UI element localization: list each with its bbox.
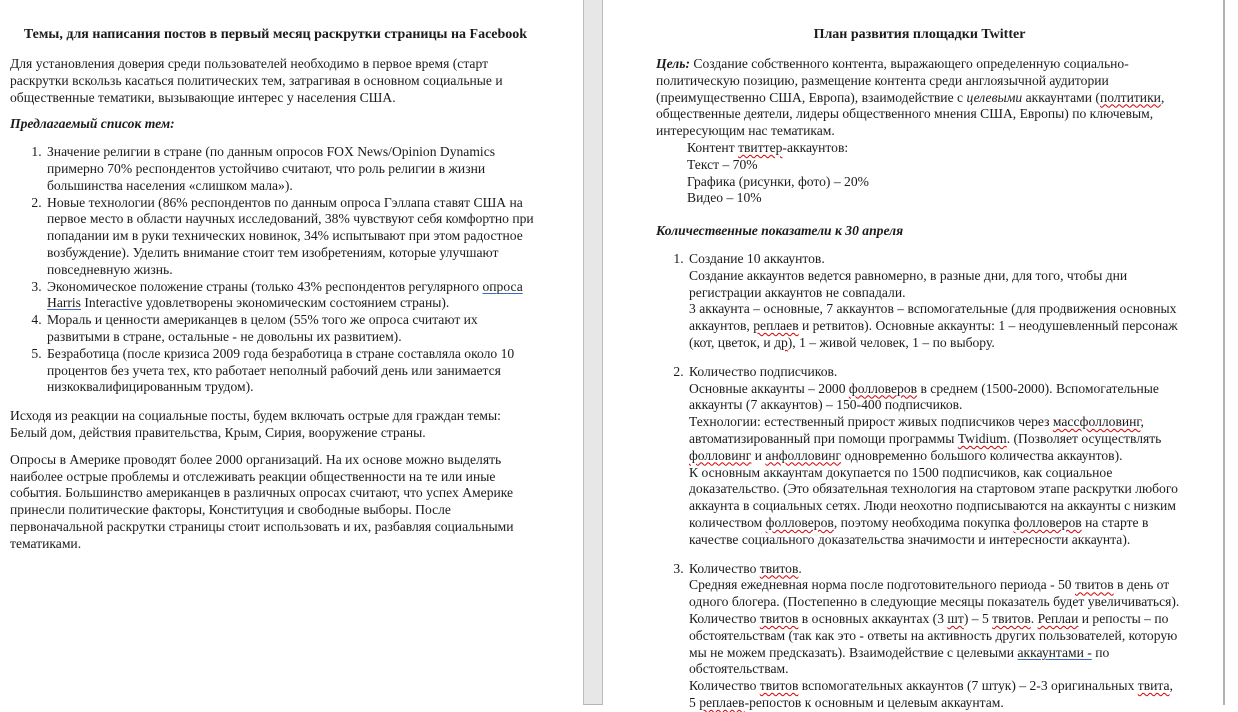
list-item	[45, 346, 541, 396]
text-run: аккаунтами (	[1022, 89, 1100, 105]
paragraph	[10, 452, 541, 553]
text-run: ), 1 – живой человек, 1 – по выбору.	[787, 334, 995, 350]
text-run: Количество подписчиков.	[689, 363, 838, 379]
text-run: Значение религии в стране (по данным опросов FOX News/Opinion Dynamics примерно 70% респондентов устойчиво считают, что роль религии в жизни большинства населения «слишком мала»).	[47, 144, 496, 193]
text-run: .	[798, 560, 802, 576]
misspelled-word: массфолловинг	[1052, 414, 1141, 430]
text-run: в день от одного блогера. (Постепенно в следующие месяцы показатель будет увеличиваться). Количество	[689, 577, 1180, 626]
text-run: Мораль и ценности американцев в целом (55% того же опроса считают их развитыми в стране, остальные - не довольны их развитием).	[47, 312, 478, 344]
text-run: Опросы в Америке проводят более 2000 организаций. На их основе можно выделять наиболее острые проблемы и отслеживать реакции общественности на те или иные события. Большинство американцев в различных опросах считают, что успех Америке принесли политические факторы, Конституция и свободные выборы. После первоначальной раскрутки страницы стоит использовать и их, разбавляя социальными тематиками.	[10, 451, 514, 551]
text-run: на старте в качестве социального доказательства значимости и интересности аккаунта).	[689, 514, 1149, 547]
text-run: Для установления доверия среди пользователей необходимо в первое время (старт раскрутки вскользь касаться политических тем, затрагивая в основном социальные и общественные тематики, вызывающие интерес у населения США.	[10, 56, 503, 105]
paragraph	[10, 408, 541, 442]
indented-line	[687, 174, 1183, 191]
underlined-text: аккаунтами -	[1017, 644, 1092, 660]
text-run: одновременно большого количества аккаунтов).	[841, 447, 1123, 463]
text-run: Безработица (после кризиса 2009 года безработица в стране составляла около 10 процентов без учета тех, кто работает неполный рабочий день или занимается низкоквалифицированным трудом).	[47, 345, 515, 395]
numbered-list	[656, 251, 1183, 712]
text-run: Графика (рисунки, фото) – 20%	[687, 173, 869, 189]
misspelled-word: полтитики	[1099, 89, 1161, 105]
misspelled-word: фолловеров	[848, 380, 918, 396]
misspelled-word: Реплаи	[1037, 610, 1079, 626]
page-title: Темы, для написания постов в первый месяц раскрутки страницы на Facebook	[23, 27, 528, 42]
text-run: , автоматизированный при помощи программы	[689, 414, 1144, 446]
text-run: . (Позволяет осуществлять	[1006, 430, 1162, 446]
text-run: Цель:	[656, 56, 694, 71]
text-run: , поэтому необходима покупка	[833, 514, 1014, 530]
list-item	[687, 561, 1183, 712]
text-run: Количество	[689, 678, 760, 694]
list-item	[45, 312, 541, 346]
list-item	[45, 279, 541, 313]
page-title: План развития площадки Twitter	[813, 27, 1026, 42]
page-content	[10, 56, 541, 553]
text-run: Экономическое положение страны (только 43% респондентов регулярного	[47, 278, 483, 294]
text-run: вспомогательных аккаунтов (7 штук) – 2-3 оригинальных	[798, 678, 1138, 694]
paragraph	[10, 56, 541, 106]
page-gap	[583, 0, 603, 705]
list-item	[45, 195, 541, 279]
indented-line	[687, 157, 1183, 174]
misspelled-word: анфолловинг	[765, 447, 842, 463]
list-item	[45, 144, 541, 194]
text-run: и репосты – по обстоятельствам (так как это - ответы на активность других пользователей, которую мы не можем предсказать). Взаимодействие с целевыми	[689, 610, 1178, 660]
text-run: -репостов к основным и целевым аккаунтам.	[744, 694, 1004, 710]
misspelled-word: твитов	[1075, 577, 1114, 593]
text-run: Interactive удовлетворены экономическим состоянием страны).	[80, 295, 450, 311]
misspelled-word: твитов	[759, 560, 799, 576]
text-run: Средняя ежедневная норма после подготовительного периода - 50	[689, 577, 1075, 593]
text-run: в среднем (1500-2000). Вспомогательные аккаунты (7 аккаунтов) – 150-400 подписчиков.	[689, 380, 1159, 413]
misspelled-word: твитов	[992, 610, 1031, 626]
misspelled-word: фолловеров	[1013, 514, 1082, 530]
text-run: в основных аккаунтах (3	[798, 610, 948, 626]
text-run: целевыми	[966, 89, 1023, 105]
list-item	[687, 251, 1183, 352]
text-run: Количество	[689, 560, 760, 576]
misspelled-word: твитов	[759, 610, 799, 626]
text-run: ) – 5	[963, 610, 993, 626]
page-twitter-plan	[603, 0, 1225, 710]
indented-line	[687, 140, 1183, 157]
text-run: Видео – 10%	[687, 190, 762, 206]
text-run: .	[1030, 610, 1038, 626]
text-run: и	[751, 447, 766, 463]
text-run: Создание собственного контента, выражающего определенную социально-политическую позицию, размещение контента среди англоязычной аудитории (преимущественно США, Европа), взаимодействие с	[656, 56, 1129, 105]
text-run: по обстоятельствам.	[689, 644, 1110, 677]
misspelled-word: твиттер	[738, 139, 783, 155]
misspelled-word: фолловинг	[689, 447, 752, 463]
text-run: 3 аккаунта – основные, 7 аккаунтов – вспомогательные (для продвижения основных аккаунтов,	[689, 301, 1177, 334]
text-run: и ретвитов). Основные аккаунты: 1 – неодушевленный персонаж (кот, цветок, и	[689, 318, 1178, 350]
page-content	[656, 56, 1183, 712]
text-run: К основным аккаунтам докупается по 1500 подписчиков, как социальное доказательство. (Это обязательная технология на стартовом этапе раскрутки любого аккаунта в социальных сетях. Люди неохотно подписываются на аккаунты с низким количеством	[689, 464, 1178, 530]
text-run: Исходя из реакции на социальные посты, будем включать острые для граждан темы: Белый дом, действия правительства, Крым, Сирия, вооружение страны.	[10, 408, 501, 440]
indented-line	[687, 190, 1183, 207]
misspelled-word: реплаев	[699, 694, 745, 710]
misspelled-word: реплаев	[753, 318, 799, 334]
canvas-margin	[1225, 0, 1238, 705]
text-run: Предлагаемый список тем:	[10, 116, 175, 132]
text-run: Технологии: естественный прирост живых подписчиков через	[689, 414, 1053, 430]
text-run: Контент	[687, 139, 739, 155]
page-facebook-plan	[0, 0, 583, 705]
misspelled-word: твитов	[759, 678, 799, 694]
text-run: Количественные показатели к 30 апреля	[656, 223, 904, 239]
text-run: Новые технологии (86% респондентов по данным опроса Гэллапа ставят США на первое место в области научных исследований, 38% чувствуют себя комфортно при попадании им в руки технических новинок, 34% испытывают при этом радостное возбуждение). Уделить внимание стоит тем изобретениям, которые улучшают повседневную жизнь.	[47, 194, 534, 277]
text-run: , 5	[689, 678, 1173, 710]
misspelled-word: фолловеров	[765, 514, 834, 530]
text-run: Текст – 70%	[687, 156, 758, 172]
numbered-list	[10, 144, 541, 396]
text-run: , общественные деятели, лидеры общественного мнения США, Европы) по ключевым, интересующим нас тематикам.	[656, 89, 1165, 139]
misspelled-word: твита	[1137, 678, 1170, 694]
list-item	[687, 364, 1183, 549]
misspelled-word: Twidium	[957, 430, 1007, 446]
misspelled-word: шт	[947, 610, 964, 626]
paragraph	[656, 56, 1183, 140]
text-run: -аккаунтов:	[782, 139, 849, 155]
indented-lines	[687, 140, 1183, 207]
section-heading	[10, 116, 541, 133]
text-run: Основные аккаунты – 2000	[689, 380, 849, 396]
underlined-text: опроса Harris	[47, 278, 523, 311]
misspelled-word: др	[774, 334, 788, 350]
section-heading	[656, 223, 1183, 240]
text-run: Создание 10 аккаунтов.	[689, 250, 825, 266]
text-run: Создание аккаунтов ведется равномерно, в разные дни, для того, чтобы дни регистрации аккаунтов не совпадали.	[689, 267, 1128, 300]
